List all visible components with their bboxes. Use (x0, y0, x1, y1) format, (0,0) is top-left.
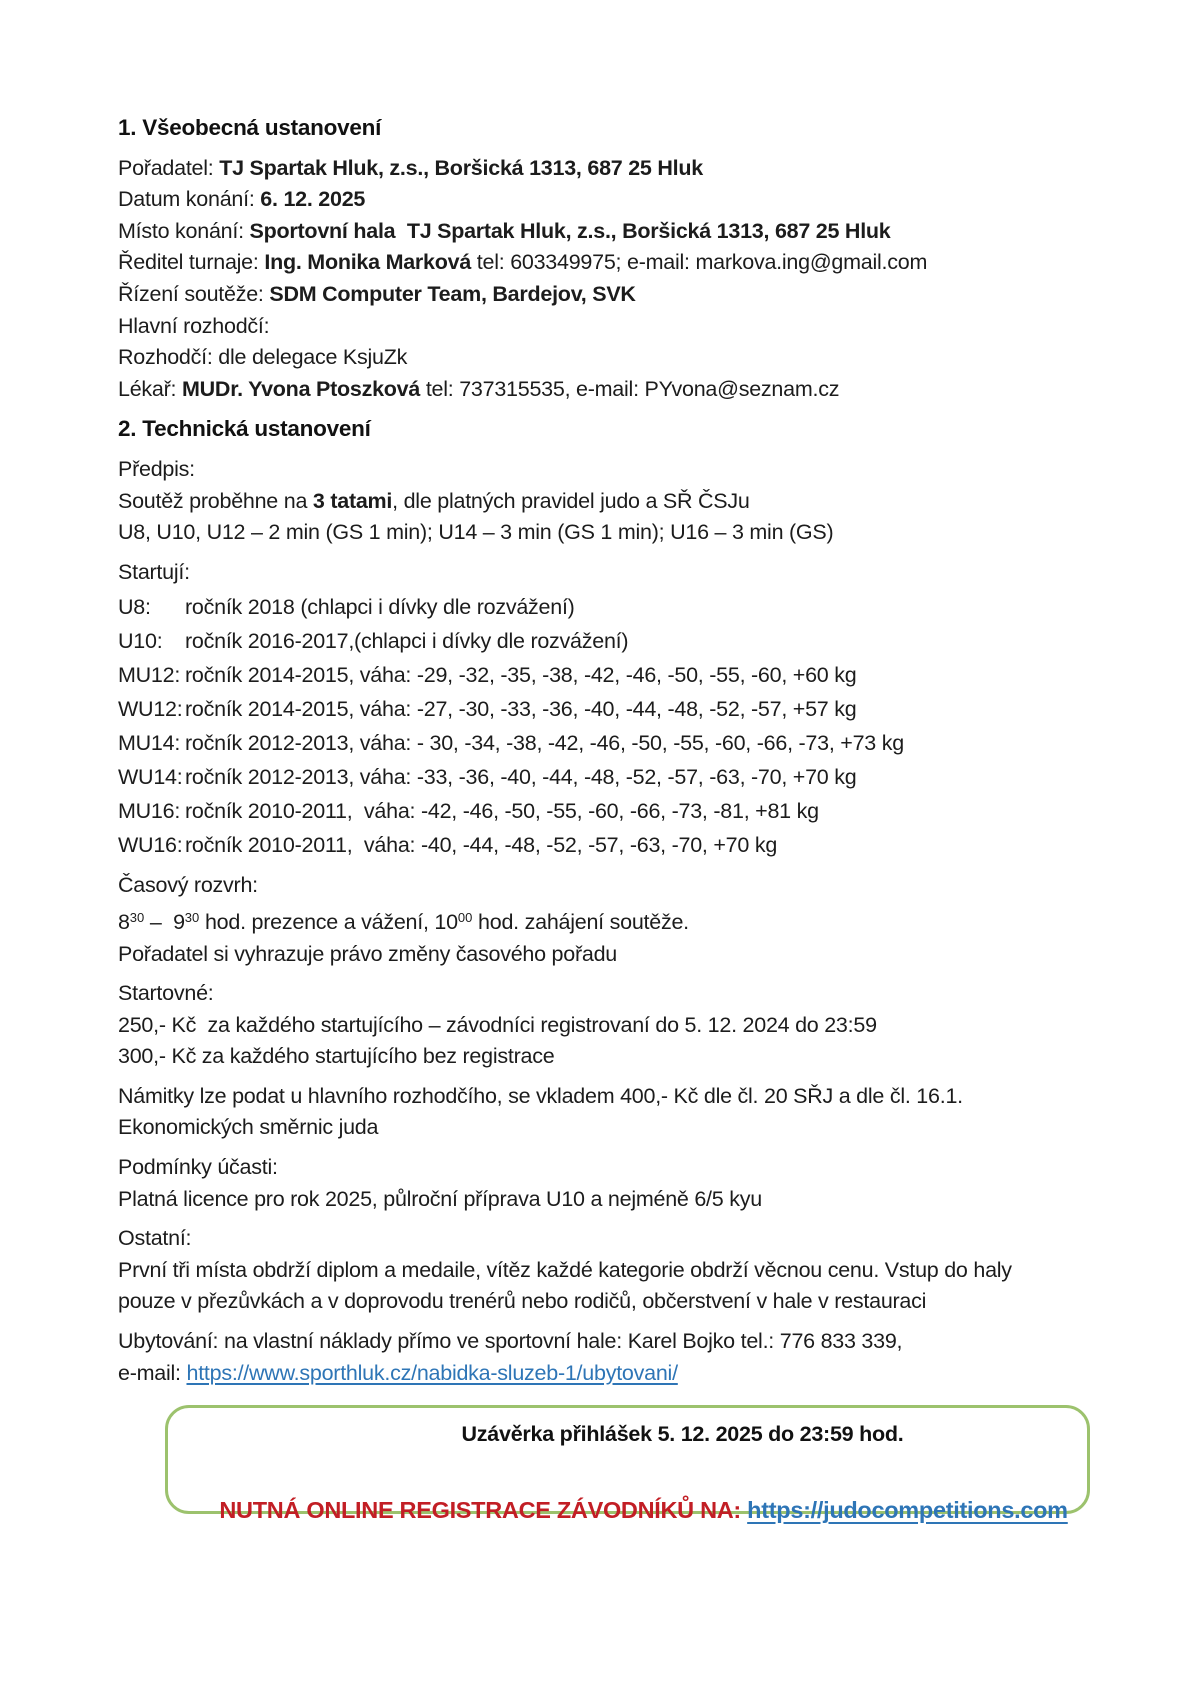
text-run: Ing. Monika Marková (264, 250, 472, 275)
text-run: Soutěž proběhne na (118, 488, 313, 513)
superscript-text: 30 (184, 909, 200, 925)
text-run: SDM Computer Team, Bardejov, SVK (269, 281, 636, 306)
document-content (118, 112, 1090, 1389)
text-run: ročník 2014-2015, váha: -29, -32, -35, -38, -42, -46, -50, -55, -60, +60 kg (185, 663, 857, 688)
text-run: Startují: (118, 559, 190, 584)
text-line (118, 1286, 1090, 1318)
judocompetitions-link[interactable]: https://judocompetitions.com (747, 1497, 1068, 1524)
text-run: První tři místa obdrží diplom a medaile, vítěz každé kategorie obdrží věcnou cenu. Vstup do haly (118, 1257, 1012, 1282)
category-label: U8: (118, 595, 151, 620)
text-line (118, 1152, 1090, 1184)
text-run: Pořadatel: (118, 155, 220, 180)
text-run: U8, U10, U12 – 2 min (GS 1 min); U14 – 3 min (GS 1 min); U16 – 3 min (GS) (118, 520, 834, 545)
text-run: Ekonomických směrnic juda (118, 1115, 379, 1140)
category-line (118, 692, 1090, 726)
text-run: e-mail: (118, 1360, 187, 1385)
text-line (118, 1326, 1090, 1358)
text-line (118, 153, 1090, 185)
text-line (118, 342, 1090, 374)
section-heading: 2. Technická ustanovení (118, 416, 371, 442)
category-line (118, 726, 1090, 760)
category-label: MU14: (118, 731, 181, 756)
text-run: hod. zahájení soutěže. (472, 909, 689, 934)
namitky (118, 1081, 1090, 1144)
text-line (118, 1358, 1090, 1390)
podminky-ucasti (118, 1152, 1090, 1215)
registration-notice-box (165, 1405, 1090, 1524)
text-run: hod. prezence a vážení, 10 (199, 909, 458, 934)
text-run: Ubytování: na vlastní náklady přímo ve sportovní hale: Karel Bojko tel.: 776 833 339, (118, 1329, 903, 1354)
text-run: Časový rozvrh: (118, 873, 258, 898)
sporthluk-ubytovani-link[interactable]: https://www.sporthluk.cz/nabidka-sluzeb-1/ubytovani/ (186, 1360, 678, 1385)
text-line (118, 184, 1090, 216)
category-label: WU12: (118, 697, 183, 722)
text-run: Hlavní rozhodčí: (118, 313, 270, 338)
text-line (118, 557, 1090, 589)
text-run: MUDr. Yvona Ptoszková (181, 376, 421, 401)
text-line (118, 902, 1090, 939)
text-run: ročník 2016-2017,(chlapci i dívky dle rozvážení) (185, 629, 629, 654)
text-run: Ředitel turnaje: (118, 250, 265, 275)
text-line (118, 1184, 1090, 1216)
text-run: ročník 2018 (chlapci i dívky dle rozvážení) (185, 595, 575, 620)
text-run: Platná licence pro rok 2025, půlroční příprava U10 a nejméně 6/5 kyu (118, 1186, 762, 1211)
text-line (118, 311, 1090, 343)
online-registration-call (182, 1459, 1073, 1561)
category-line (118, 828, 1090, 862)
text-run: ročník 2012-2013, váha: -33, -36, -40, -44, -48, -52, -57, -63, -70, +70 kg (185, 765, 857, 790)
ubytovani (118, 1326, 1090, 1389)
text-line (118, 486, 1090, 518)
text-run: ročník 2012-2013, váha: - 30, -34, -38, -42, -46, -50, -55, -60, -66, -73, +73 kg (185, 731, 904, 756)
section-heading: 1. Všeobecná ustanovení (118, 115, 382, 140)
text-run: Řízení soutěže: (118, 281, 270, 306)
text-run: TJ Spartak Hluk, z.s., Boršická 1313, 687 25 Hluk (219, 155, 703, 180)
ostatni (118, 1223, 1090, 1318)
text-run: Startovné: (118, 981, 214, 1006)
category-line (118, 590, 1090, 624)
category-line (118, 794, 1090, 828)
text-run: Místo konání: (118, 218, 250, 243)
category-label: WU14: (118, 765, 183, 790)
text-run: Podmínky účasti: (118, 1155, 278, 1180)
text-line (118, 1112, 1090, 1144)
categories (118, 590, 1090, 862)
category-label: MU12: (118, 663, 181, 688)
startuji-label (118, 557, 1090, 589)
category-line (118, 658, 1090, 692)
text-run: ročník 2014-2015, váha: -27, -30, -33, -36, -40, -44, -48, -52, -57, +57 kg (185, 697, 857, 722)
startovne (118, 978, 1090, 1073)
text-line (118, 1255, 1090, 1287)
superscript-text: 30 (129, 909, 145, 925)
text-line (118, 517, 1090, 549)
text-run: 3 tatami (312, 488, 393, 513)
text-line (118, 1041, 1090, 1073)
text-line (118, 216, 1090, 248)
entry-deadline-text: Uzávěrka přihlášek 5. 12. 2025 do 23:59 hod. (461, 1422, 904, 1447)
text-run: – 9 (144, 909, 185, 934)
text-line (118, 870, 1090, 902)
text-run: Lékař: (118, 376, 182, 401)
category-label: WU16: (118, 833, 183, 858)
text-run: pouze v přezůvkách a v doprovodu trenérů nebo rodičů, občerstvení v hale v restauraci (118, 1289, 927, 1314)
category-label: U10: (118, 629, 163, 654)
text-run: 6. 12. 2025 (260, 187, 366, 212)
text-line (118, 279, 1090, 311)
text-line (118, 1010, 1090, 1042)
text-run: ročník 2010-2011, váha: -42, -46, -50, -55, -60, -66, -73, -81, +81 kg (185, 799, 819, 824)
casovy-rozvrh (118, 870, 1090, 970)
text-line (118, 939, 1090, 971)
text-run: Rozhodčí: dle delegace KsjuZk (118, 345, 408, 370)
text-run: , dle platných pravidel judo a SŘ ČSJu (392, 488, 750, 513)
text-line (118, 374, 1090, 406)
online-registration-call-text: NUTNÁ ONLINE REGISTRACE ZÁVODNÍKŮ NA: (219, 1497, 748, 1524)
text-run: tel: 737315535, e-mail: PYvona@seznam.cz (420, 376, 840, 401)
text-line (118, 1223, 1090, 1255)
category-label: MU16: (118, 799, 181, 824)
text-run: tel: 603349975; e-mail: markova.ing@gmail.com (471, 250, 928, 275)
text-line (118, 1081, 1090, 1113)
text-run: Sportovní hala TJ Spartak Hluk, z.s., Boršická 1313, 687 25 Hluk (249, 218, 891, 243)
superscript-text: 00 (457, 909, 473, 925)
general-info (118, 153, 1090, 406)
text-run: 300,- Kč za každého startujícího bez registrace (118, 1044, 555, 1069)
text-line (118, 247, 1090, 279)
predpis (118, 454, 1090, 549)
text-line (118, 454, 1090, 486)
text-run: ročník 2010-2011, váha: -40, -44, -48, -52, -57, -63, -70, +70 kg (185, 833, 778, 858)
text-run: 8 (118, 909, 130, 934)
text-run: Datum konání: (118, 187, 261, 212)
text-run: Ostatní: (118, 1226, 192, 1251)
text-run: Námitky lze podat u hlavního rozhodčího, se vkladem 400,- Kč dle čl. 20 SŘJ a dle čl. 16.1. (118, 1083, 963, 1108)
category-line (118, 624, 1090, 658)
category-line (118, 760, 1090, 794)
text-run: Předpis: (118, 456, 195, 481)
text-run: Pořadatel si vyhrazuje právo změny časového pořadu (118, 941, 618, 966)
text-line (118, 978, 1090, 1010)
text-run: 250,- Kč za každého startujícího – závodníci registrovaní do 5. 12. 2024 do 23:59 (118, 1012, 877, 1037)
